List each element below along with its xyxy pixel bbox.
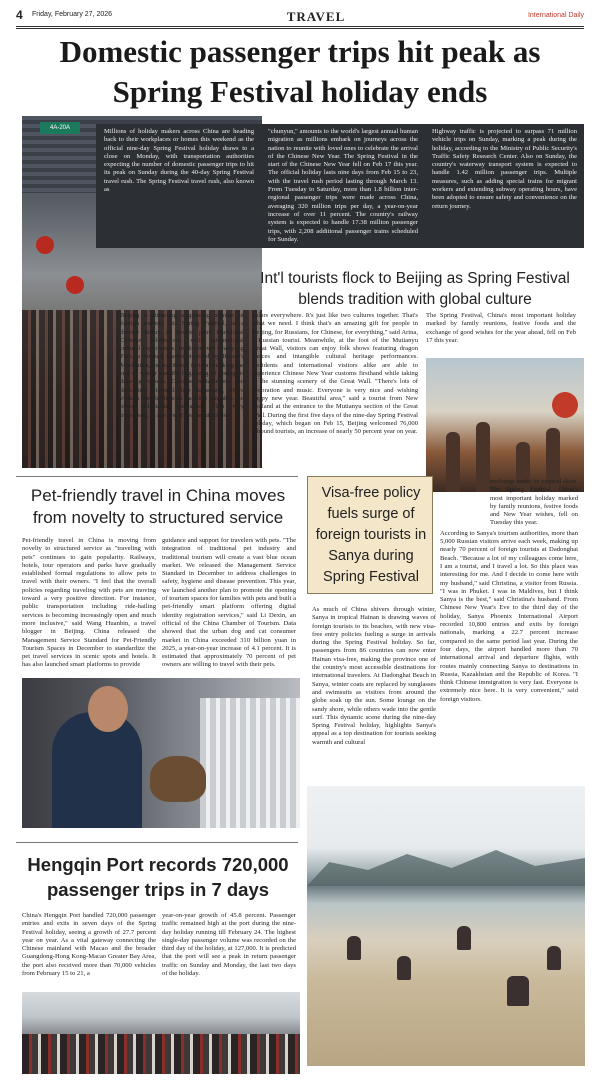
beijing-col-1: Beijing is attracting a growing number of foreign tourists this Spring Festival, as a diverse lineup of events pairs traditional Chinese celebrations with international cultural experiences. In downtown Chaoyang Park, a themed market inspired by Russia's Maslenitsa, the traditional festival marking the end of winter and the beginning of spring, is drawing crowds. Colorful installations and decorative windmills line the square, where visitors sample Russian tea, blini pancakes and other delectable specialties. "I'm very impressed, as always, it's so beautiful, red — [120, 312, 244, 419]
cat — [150, 756, 206, 802]
main-story-col-1: Millions of holiday makers across China are heading back to their workplaces or homes this weekend as the official nine-day Spring Festival holiday draws to a close on Monday, with transportation authorities expecting the number of domestic passenger trips to hit its peak on Sunday during the 40-day Spring Festival travel rush. The Spring Festival travel rush, also known as — [104, 128, 254, 194]
lantern-icon — [36, 236, 54, 254]
main-headline: Domestic passenger trips hit peak as Spring Festival holiday ends — [59, 34, 541, 109]
issue-date: Friday, February 27, 2026 — [32, 11, 113, 18]
person — [507, 976, 529, 1006]
gate-sign: 4A-20A — [40, 122, 80, 134]
beijing-headline: Int'l tourists flock to Beijing as Spring Festival blends tradition with global culture — [260, 270, 570, 308]
pet-headline: Pet-friendly travel in China moves from novelty to structured service — [30, 486, 286, 527]
person — [547, 946, 561, 970]
main-story-col-2: "chunyun," amounts to the world's largest annual human migration as millions embark on journeys across the nation to reunite with loved ones to celebrate the arrival of the Chinese New Year. The Spring Festival in the start of the Chinese New Year fell on Feb 17 this year. The official holiday lasts nine days from Feb 15 to 23, with the travel rush period lasting through March 13. From Tuesday to Saturday, more than 1.8 billion inter-regional passenger trips were made across China, averaging 320 million trips per day, a year-on-year increase of over 11 percent. The country's railway system is expected to handle 17.38 million passenger trips, with 2,208 additional passenger trains scheduled for Sunday. — [268, 128, 418, 243]
header-rule-thin — [16, 28, 584, 29]
header-rule — [16, 26, 584, 27]
beijing-col-3: The Spring Festival, China's most important holiday marked by family reunions, festive foods and the exchange of good wishes for the year ahead, fell on Feb 17 this year. — [426, 312, 576, 344]
person — [347, 936, 361, 960]
mountains — [307, 846, 585, 886]
section-divider — [16, 842, 298, 843]
person — [457, 926, 471, 950]
visa-col-2-intro: exchange under its tropical skies. The Spring Festival, China's most important holiday marked by family reunions, festive foods and New Year wishes, fell on Tuesday this year. — [490, 478, 578, 527]
visa-col-1: As much of China shivers through winter, Sanya in tropical Hainan is drawing waves of foreign tourists to its beaches, with new visa-free entry policies fueling a surge in arrivals during the Spring Festival holiday. So far, passengers from 86 countries can now enter Hainan visa-free, making the province one of the country's most accessible destinations for international travelers. At Dadonghai Beach in Sanya, winter coats are replaced by sunglasses and swimsuits as visitors from around the globe soak up the sun. Some lounge on the sandy shore, while others wade into the gentle surf. This dynamic scene during the nine-day Spring Festival holiday, highlights Sanya's appeal as a top destination for tourists seeking warmth and cultural — [312, 606, 436, 746]
pet-photo — [22, 678, 300, 828]
main-story-col-3: Highway traffic is projected to surpass 71 million vehicle trips on Sunday, marking a peak during the holiday, according to the Ministry of Public Security's Traffic Safety Research Center. Also on Sunday, the country's waterway transport system is expected to handle 1.42 million passenger trips. Multiple measures, such as adding special trains for migrant workers and extending subway operating hours, have been adopted to ensure safety and convenience on the return journey. — [432, 128, 577, 210]
main-story-box — [96, 124, 584, 248]
person — [52, 712, 142, 828]
section-divider — [16, 476, 298, 477]
pet-col-1: Pet-friendly travel in China is moving from novelty to structured service as "traveling with pets" continues to gain popularity. Railways, hotels, tour operators and parks have gradually established formal regulations to allow pets to travel with their owners. "I feel that the overall policies regarding traveling with pets are moving toward a very positive direction. For instance, public transportation including ride-hailing services is becoming increasingly open and much more inclusive," said Wang Huanbin, a travel blogger in Beijing. China released the Management Service Standard for Pet-Friendly Tourism Spaces in December to standardize the pet travel services in scenic spots and hotels. It has also launched smart platforms to provide — [22, 537, 156, 669]
beijing-col-2: colors everywhere. It's just like two cultures together. That's what we need. I think that's an amazing gift for people in Beijing, for Russians, for Chinese, for everything," said Arina, a Russian tourist. Meanwhile, at the foot of the Mutianyu Great Wall, visitors can enjoy folk shows featuring dragon dances and intangible cultural heritage performances. Residents and international visitors alike are able to experience Chinese New Year customs firsthand while taking in the stunning scenery of the Great Wall. "There's lots of decoration and music. Everyone is very nice and wishing happy new year. Beautiful area," said a tourist from New Zealand at the entrance to the Mutianyu section of the Great Wall. During the first five days of the nine-day Spring Festival holiday, which began on Feb 15, Beijing welcomed 76,000 inbound tourists, an increase of nearly 50 percent year on year. — [252, 312, 418, 436]
hengqin-headline: Hengqin Port records 720,000 passenger trips in 7 days — [27, 854, 289, 900]
page-number: 4 — [16, 8, 23, 22]
visa-col-2-body: According to Sanya's tourism authorities, more than 5,000 Russian visitors arrive each week, making up nearly 70 percent of foreign tourists at Dadonghai Beach. "Because a lot of my colleagues come here, I am a tourist, and I travel a lot. So this place was interesting for me. And I decide to come here with my husband," said Christina, a visitor from Russia. "I was in Phuket. I was in Maldives, but I think Sanya is the best," said Christina's husband. From Chinese New Year's Eve to the third day of the holiday, Sanya Phoenix International Airport recorded 10,800 entries and exits by foreign nationals, marking a 22.7 percent increase compared to the same period last year. During the four days, the airport handled more than 70 international arrival and departure flights, with routes mainly connecting Sanya to destinations in Russia, Kazakhstan and the Republic of Korea. "I think Chinese immigration is very fast. Everyone is extremely nice here. It is very convenient," said foreign visitors. — [440, 529, 578, 703]
hengqin-col-2: year-on-year growth of 45.8 percent. Passenger traffic remained high at the port during the nine-day holiday running till February 24. The highest single-day passenger volume was recorded on the third day of the holiday, at 127,000. It is predicted that the port will see a peak in return passenger traffic on Sunday and Monday, the last two days of the holiday. — [162, 912, 296, 978]
section-name: TRAVEL — [286, 9, 346, 24]
publication-name: International Daily — [527, 12, 584, 19]
lantern-icon — [66, 276, 84, 294]
visa-col-2 — [440, 478, 578, 704]
visa-headline: Visa-free policy fuels surge of foreign tourists in Sanya during Spring Festival — [315, 485, 427, 585]
beijing-photo — [426, 358, 584, 492]
page-header — [16, 6, 584, 26]
hengqin-col-1: China's Hengqin Port handled 720,000 passenger entries and exits in seven days of the Spring Festival holiday, seeing a growth of 27.7 percent year on year. As a vital gateway connecting the Chinese mainland with Macao and the broader Guangdong-Hong Kong-Macao Greater Bay Area, the port also received more than 70,000 vehicles from February 15 to 21, a — [22, 912, 156, 978]
person-head — [88, 686, 128, 732]
pet-col-2: guidance and support for travelers with pets. "The integration of traditional pet industry and traditional tourism will create a vast blue ocean market. We released the Management Service Standard in December to address challenges in safety, hygiene and disease prevention. This year, we launched another plan to promote the opening of tourism spaces for families with pets and built a pet-friendly smart platform offering digital identity registration services," said Li Dexin, an official of the China Chamber of Tourism. Data showed that the urban dog and cat consumer market in China exceeded 310 billion yuan in 2025, a year-on-year increase of 4.1 percent. It is estimated that approximately 70 percent of pet owners are willing to travel with their pets. — [162, 537, 296, 669]
crowd — [22, 1034, 300, 1074]
port-photo — [22, 992, 300, 1074]
lantern-icon — [552, 392, 578, 418]
visa-headline-box — [307, 476, 433, 594]
person — [397, 956, 411, 980]
beach-photo — [307, 786, 585, 1066]
pet-cage — [200, 698, 300, 828]
